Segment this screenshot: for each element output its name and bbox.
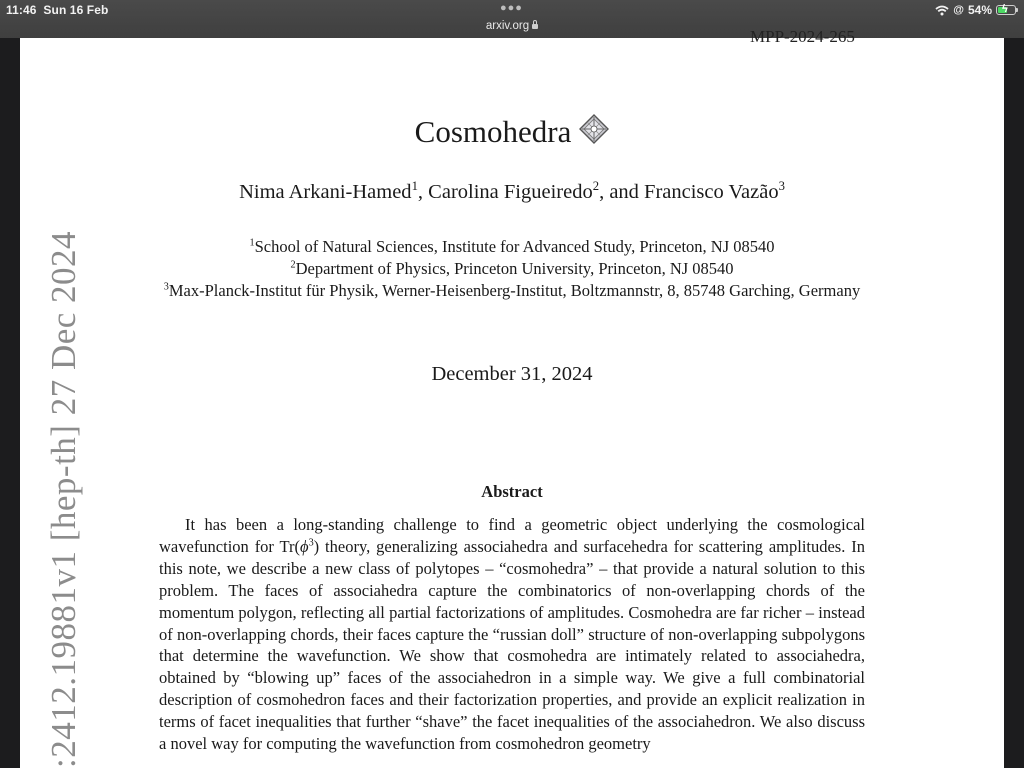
abstract-text [159, 514, 865, 755]
affiliations [20, 236, 1004, 302]
abstract-part: ) theory, generalizing associahedra and surfacehedra for scattering amplitudes. In this note, we describe a new class of polytopes – “cosmohedra” – that provide a natural solution to this problem. The faces of associahedra capture the combinatorics of non-overlapping chords of the momentum polygon, reflecting all partial factorizations of amplitudes. Cosmohedra are far richer – instead of non-overlapping chords, their faces capture the “russian doll” structure of non-overlapping subpolygons that determine the wavefunction. We show that cosmohedra are intimately related to associahedra, obtained by “blowing up” faces of the associahedron in a simple way. We give a full combinatorial description of cosmohedron faces and their factorization properties, and provide an explicit realization in terms of facet inequalities that further “shave” the facet inequalities of the associahedron. We also discuss a novel way for computing the wavefunction from cosmohedron geometry [159, 536, 865, 754]
author-name: Francisco Vazão [644, 181, 779, 203]
author-list [20, 181, 1004, 204]
abstract-part: It has been a long-standing challenge to find a geometric object underlying the cosmological wavefunction for Tr( [159, 515, 865, 556]
report-number: MPP-2024-265 [750, 27, 855, 46]
affiliation-mark: 1 [249, 237, 255, 249]
battery-charging-icon [996, 5, 1016, 15]
orientation-lock-icon: @ [953, 4, 964, 16]
affiliation [20, 236, 1004, 258]
author-name: Nima Arkani-Hamed [239, 181, 412, 203]
wifi-icon [935, 5, 949, 16]
affiliation-text: School of Natural Sciences, Institute for Advanced Study, Princeton, NJ 08540 [254, 237, 775, 256]
address-bar[interactable] [0, 20, 1024, 32]
abstract-heading: Abstract [481, 482, 543, 501]
status-icons [935, 3, 1016, 17]
author-affil-mark: 3 [778, 179, 785, 194]
pdf-page [20, 27, 1004, 768]
affiliation-mark: 2 [290, 259, 296, 271]
author [239, 181, 418, 203]
cosmohedron-emblem-icon [579, 114, 609, 144]
author-name: Carolina Figueiredo [428, 181, 593, 203]
url-text[interactable]: arxiv.org [485, 20, 530, 32]
author [428, 181, 599, 203]
author-affil-mark: 2 [592, 179, 600, 194]
status-time-date [6, 3, 108, 17]
paper-date: December 31, 2024 [431, 363, 593, 385]
affiliation-mark: 3 [163, 281, 169, 293]
math-phi: ϕ [300, 536, 309, 556]
status-date: Sun 16 Feb [43, 3, 109, 17]
ios-status-bar [0, 0, 1024, 38]
math-exponent: 3 [308, 537, 314, 549]
paper-title-block [20, 114, 1004, 150]
affiliation [20, 280, 1004, 302]
affiliation-text: Department of Physics, Princeton University, Princeton, NJ 08540 [295, 259, 734, 278]
affiliation-text: Max-Planck-Institut für Physik, Werner-Heisenberg-Institut, Boltzmannstr, 8, 85748 Garching, Germany [168, 281, 861, 300]
affiliation [20, 258, 1004, 280]
author-separator: , and [599, 181, 645, 203]
paper-title: Cosmohedra [414, 114, 572, 149]
status-time: 11:46 [6, 3, 37, 17]
arxiv-identifier-stamp: :2412.19881v1 [hep-th] 27 Dec 2024 [44, 230, 83, 768]
charging-bolt-icon: ϟ [1002, 3, 1008, 15]
lock-icon [532, 24, 538, 29]
battery-percent: 54% [967, 3, 992, 17]
author [644, 181, 785, 203]
author-affil-mark: 1 [411, 179, 418, 194]
author-separator: , [417, 181, 429, 203]
more-dots-icon[interactable]: ●●● [500, 2, 523, 14]
